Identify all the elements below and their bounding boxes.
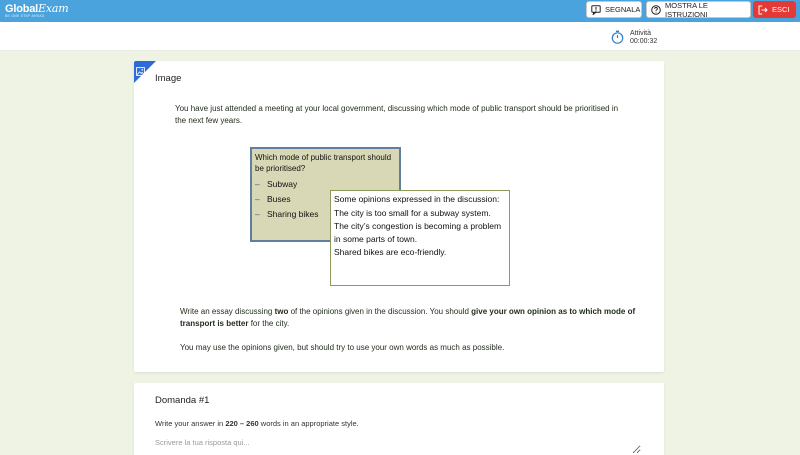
report-button[interactable] (586, 1, 642, 18)
task-intro-text: You have just attended a meeting at your local government, discussing which mode of public transport should be prioritised in the next few years. (175, 104, 619, 125)
report-icon (591, 5, 601, 15)
instr-text: Write your answer in (155, 419, 226, 428)
image-card (134, 61, 664, 372)
exit-label: ESCI (772, 5, 790, 14)
answer-textarea[interactable] (151, 438, 641, 454)
top-bar (0, 0, 800, 22)
list-item (255, 207, 319, 222)
dash-icon: – (255, 209, 260, 219)
show-instructions-button[interactable] (646, 1, 751, 18)
exit-button[interactable] (753, 1, 796, 18)
question-title: Domanda #1 (155, 395, 210, 406)
opinion-item: The city is too small for a subway system. (334, 207, 491, 218)
show-instructions-label: MOSTRA LE ISTRUZIONI (665, 0, 708, 19)
logo-main-text: Global (5, 3, 39, 15)
activity-bar (0, 22, 800, 51)
word-count-range: 220 – 260 (225, 419, 259, 428)
image-card-title: Image (155, 73, 182, 84)
question-instructions (155, 419, 359, 428)
dash-icon: – (255, 194, 260, 204)
instr-text: words in an appropriate style. (258, 419, 359, 428)
option-label: Subway (267, 179, 298, 189)
task-text: of the opinions given in the discussion. You should (288, 307, 472, 316)
task-instructions (180, 306, 640, 330)
question-card (134, 383, 664, 455)
logo-tagline: BE ONE STEP AHEAD (5, 14, 45, 18)
task-text: Write an essay discussing (180, 307, 275, 316)
task-note: You may use the opinions given, but should try to use your own words as much as possible. (180, 343, 505, 352)
opinion-item: The city’s congestion is becoming a problem in some parts of town. (334, 221, 502, 244)
timer-value: 00:00:32 (630, 38, 658, 45)
task-emphasis: give your own opinion as to which mode of transport is better (180, 307, 636, 328)
task-emphasis: two (274, 307, 289, 316)
opinions-box (330, 190, 510, 286)
timer-label: Attività (630, 30, 652, 37)
opinion-item: Shared bikes are eco-friendly. (334, 247, 447, 258)
transport-options-list (255, 177, 319, 222)
list-item (255, 177, 319, 192)
opinions-heading: Some opinions expressed in the discussion: (334, 194, 500, 204)
help-icon (651, 5, 661, 15)
option-label: Buses (267, 194, 291, 204)
transport-question: Which mode of public transport should be prioritised? (255, 153, 392, 173)
global-exam-logo[interactable] (5, 2, 68, 18)
report-label: SEGNALA (605, 5, 641, 14)
task-text: for the city. (248, 319, 290, 328)
dash-icon: – (255, 179, 260, 189)
list-item (255, 192, 319, 207)
image-icon (136, 63, 145, 81)
logo-script-text: Exam (38, 2, 69, 15)
stopwatch-icon (611, 30, 624, 49)
exit-icon (758, 5, 768, 15)
option-label: Sharing bikes (267, 209, 319, 219)
